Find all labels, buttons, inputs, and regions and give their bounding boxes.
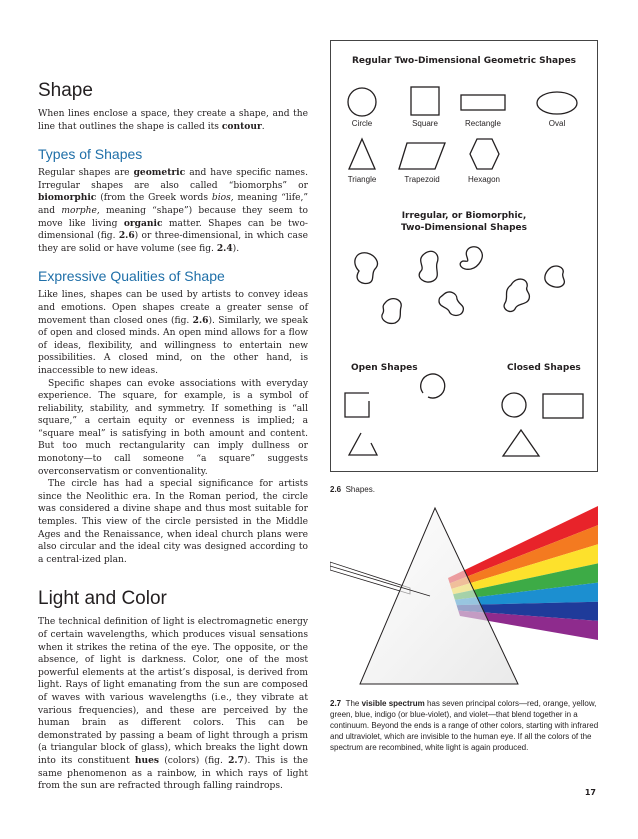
closed-shapes-label: Closed Shapes — [507, 363, 581, 373]
trapezoid-shape — [399, 143, 445, 169]
shape-intro-paragraph: When lines enclose a space, they create a shape, and the line that outlines the shape is called its contour. — [38, 109, 308, 132]
biomorph-shape-3 — [460, 247, 482, 270]
regular-shapes-title: Regular Two-Dimensional Geometric Shapes — [351, 56, 577, 66]
section-heading-shape: Shape — [38, 80, 93, 101]
term-contour: contour — [221, 120, 262, 132]
closed-circle-shape — [502, 393, 526, 417]
label-trapezoid: Trapezoid — [404, 175, 440, 184]
types-paragraph: Regular shapes are geometric and have specific names. Irregular shapes are also called “biomorphs” or biomorphic (from the Greek words bios, meaning “life,” and morphe, meaning “shape”) because they seem to move like living organic matter. Shapes can be two-dimensional (fig. 2.6) or three-dimensional, in which case they are solid or have volume (see fig. 2.4). — [38, 167, 309, 254]
page-number: 17 — [584, 788, 596, 797]
subheading-types-of-shapes: Types of Shapes — [38, 146, 143, 163]
biomorph-shape-4 — [382, 299, 401, 324]
light-paragraph: The technical definition of light is electromagnetic energy of certain wavelengths, which produces visual sensations when it strikes the retina of the eye. The opposite, or the absence, of light is darkness. Color, one of the most powerful elements at the artist’s disposal, is derived from light. Rays of light emanating from the sun are composed of waves with various wavelengths (i.e., they vibrate at various frequencies), and these are perceived by the human brain as different colors. This can be demonstrated by passing a beam of light through a prism (a triangular block of glass), which breaks the light down into its constituent hues (colors) (fig. 2.7). This is the same phenomenon as a rainbow, in which rays of light from the sun are refracted through falling raindrops. — [38, 617, 309, 792]
biomorph-shape-6 — [504, 279, 529, 311]
prism-spectrum-illustration — [330, 498, 600, 690]
label-triangle: Triangle — [347, 175, 377, 184]
label-hexagon: Hexagon — [467, 175, 501, 184]
figure-shapes-box — [330, 40, 598, 472]
closed-rectangle-shape — [543, 394, 583, 418]
oval-shape — [537, 92, 577, 114]
text-column — [38, 80, 308, 793]
label-rectangle: Rectangle — [464, 119, 502, 128]
figure-2-7-caption: 2.7 The visible spectrum has seven principal colors—red, orange, yellow, green, blue, indigo (or blue-violet), and violet—that blend together in a continuum. Beyond the ends is a range of other colors, starting with infrared and ultraviolet, which are invisible to the human eye. If all the colors of the spectrum are recombined, white light is again produced. — [330, 699, 599, 752]
hexagon-shape — [470, 139, 499, 169]
biomorph-shape-1 — [355, 253, 378, 284]
rectangle-shape — [461, 95, 505, 110]
irregular-shapes-title-line1: Irregular, or Biomorphic, — [401, 211, 527, 221]
label-square: Square — [412, 119, 438, 128]
open-shapes-label: Open Shapes — [351, 363, 418, 373]
open-square-shape — [345, 393, 369, 417]
expressive-paragraph-1: Like lines, shapes can be used by artists to convey ideas and emotions. Open shapes create a greater sense of movement than closed ones (fig. 2.6). Similarly, we speak of open and closed minds. An open mind allows for a flow of ideas, flexibility, and willingness to entertain new possibilities. A closed mind, on the other hand, is inaccessible to new ideas. — [38, 290, 308, 376]
expressive-paragraph-2: Specific shapes can evoke associations with everyday experience. The square, for example, is a symbol of reliability, stability, and symmetry. If something is “all square,” a certain equity or evenness is implied; a “square meal” is satisfying in both amount and content. But too much rectangularity can imply dullness or monotony—to call someone “a square” suggests overconservatism or conventionality. — [38, 378, 308, 477]
biomorph-shape-2 — [419, 251, 438, 282]
label-circle: Circle — [351, 119, 373, 128]
biomorph-shape-5 — [439, 292, 463, 315]
section-heading-light-and-color: Light and Color — [38, 588, 167, 610]
square-shape — [411, 87, 439, 115]
figure-2-6-caption: 2.6 Shapes. — [330, 485, 375, 494]
shapes-illustration — [331, 41, 597, 471]
label-oval: Oval — [548, 119, 566, 128]
irregular-shapes-title-line2: Two-Dimensional Shapes — [400, 223, 528, 233]
triangle-shape — [349, 139, 375, 169]
closed-triangle-shape — [503, 430, 539, 456]
biomorph-shape-7 — [545, 266, 565, 287]
circle-shape — [348, 88, 376, 116]
expressive-paragraph-3: The circle has had a special significance for artists since the Neolithic era. In the Roman period, the circle was considered a divine shape and thus most suitable for temples. This view of the circle persisted in the Middle Ages and the Renaissance, when ideal church plans were also circular and the ideal city was designed according to a central-ized plan. — [38, 479, 308, 565]
subheading-expressive-qualities: Expressive Qualities of Shape — [38, 268, 225, 285]
open-triangle-shape — [349, 433, 377, 455]
open-circle-shape — [421, 374, 445, 398]
